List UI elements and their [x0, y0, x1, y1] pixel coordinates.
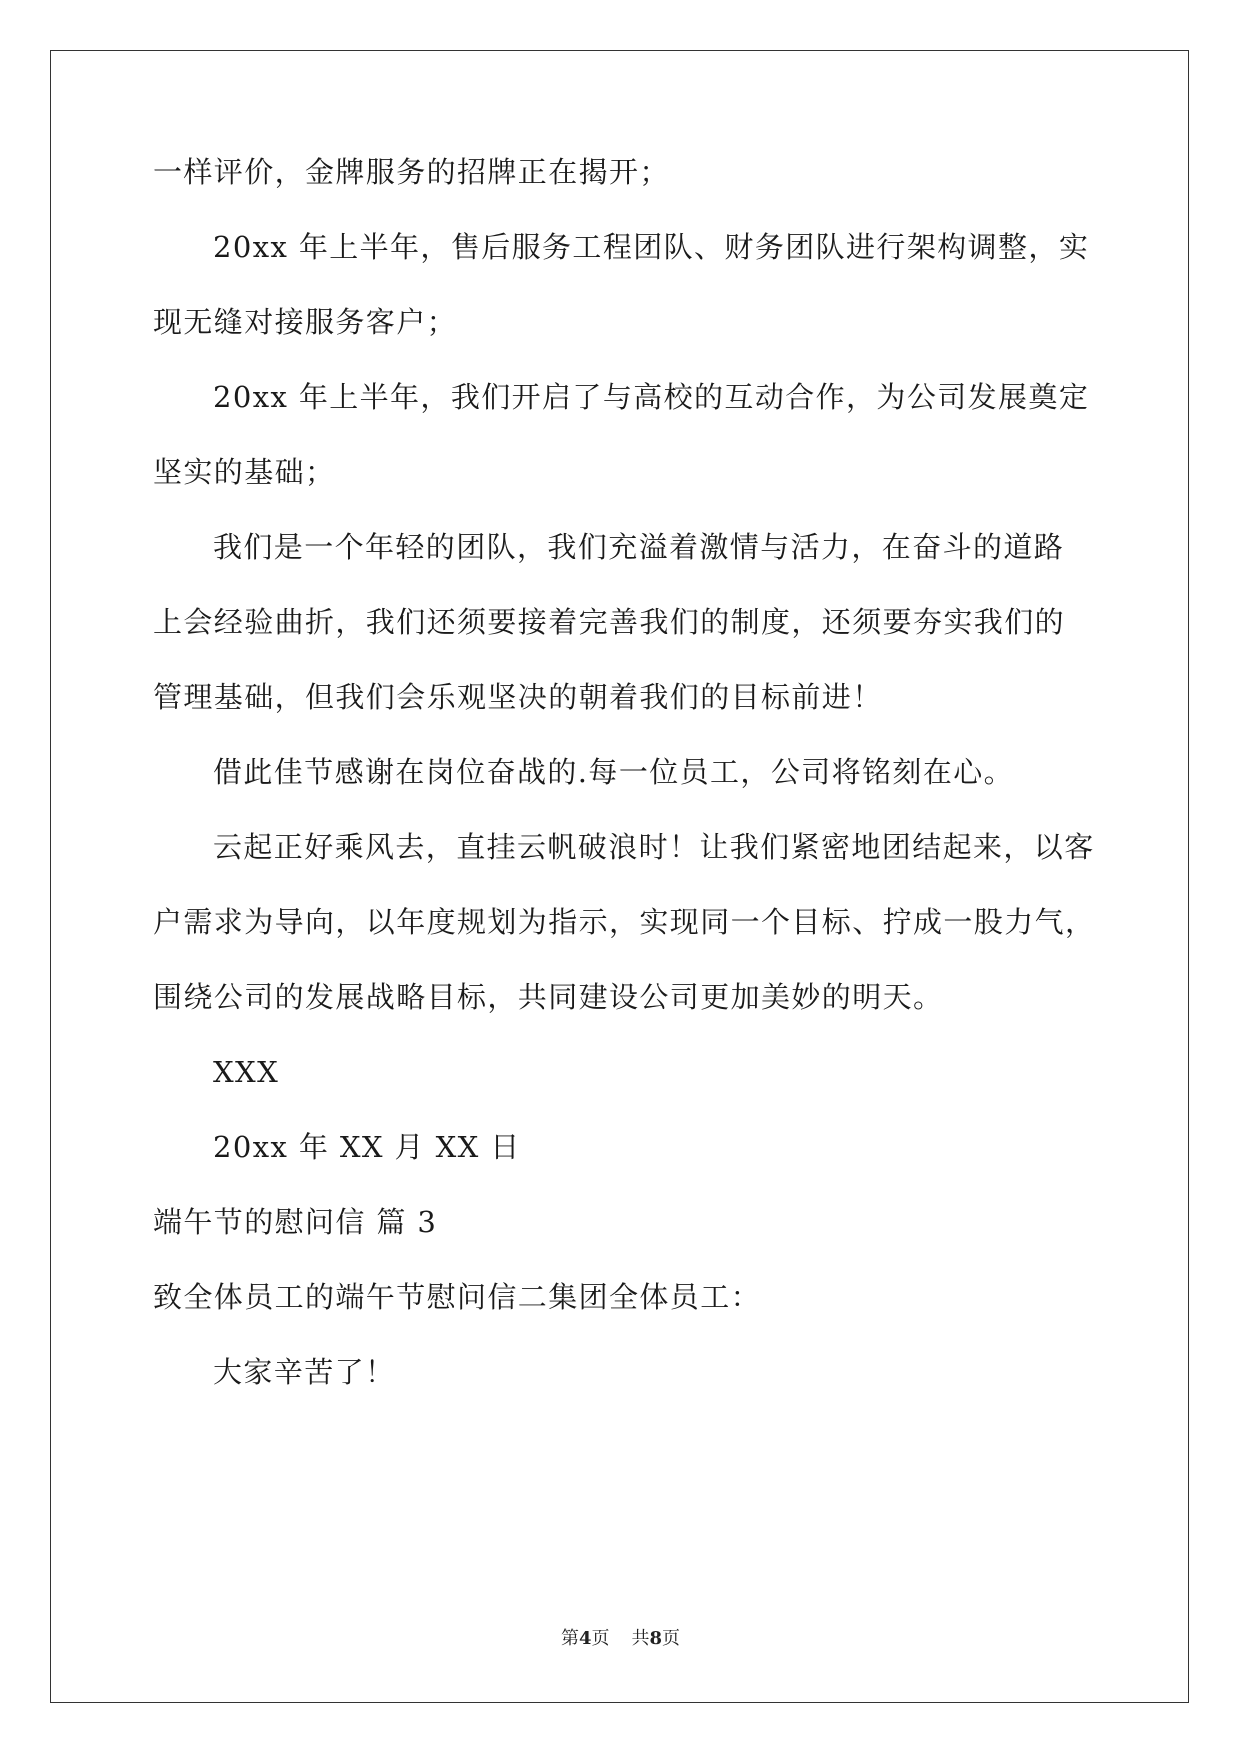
- signature-name: XXX: [213, 1055, 280, 1089]
- text-line: 20xx 年上半年，我们开启了与高校的互动合作，为公司发展奠定: [213, 380, 1090, 414]
- text-line: 管理基础，但我们会乐观坚决的朝着我们的目标前进！: [153, 680, 883, 714]
- text-line: 围绕公司的发展战略目标，共同建设公司更加美妙的明天。: [153, 980, 944, 1014]
- page-border: [50, 50, 1189, 1703]
- page-number: 4: [578, 1628, 592, 1649]
- text-line: 坚实的基础；: [153, 455, 336, 489]
- text-line: 大家辛苦了！: [213, 1355, 396, 1389]
- section-heading: 端午节的慰问信 篇 3: [153, 1205, 438, 1239]
- total-prefix: 共: [631, 1628, 650, 1649]
- text-line: 借此佳节感谢在岗位奋战的.每一位员工，公司将铭刻在心。: [213, 755, 1015, 789]
- page-suffix: 页: [591, 1628, 610, 1649]
- text-line: 我们是一个年轻的团队，我们充溢着激情与活力，在奋斗的道路: [213, 530, 1065, 564]
- text-line: 上会经验曲折，我们还须要接着完善我们的制度，还须要夯实我们的: [153, 605, 1066, 639]
- text-line: 一样评价，金牌服务的招牌正在揭开；: [153, 155, 670, 189]
- text-line: 云起正好乘风去，直挂云帆破浪时！让我们紧密地团结起来，以客: [213, 830, 1095, 864]
- text-line: 现无缝对接服务客户；: [153, 305, 458, 339]
- text-line: 20xx 年上半年，售后服务工程团队、财务团队进行架构调整，实: [213, 230, 1090, 264]
- total-suffix: 页: [662, 1628, 681, 1649]
- page-prefix: 第: [560, 1628, 579, 1649]
- signature-date: 20xx 年 XX 月 XX 日: [213, 1130, 521, 1164]
- page-footer: [0, 1628, 1241, 1650]
- text-line: 户需求为导向，以年度规划为指示，实现同一个目标、拧成一股力气，: [153, 905, 1096, 939]
- total-pages: 8: [649, 1628, 663, 1649]
- letter-salutation: 致全体员工的端午节慰问信二集团全体员工：: [153, 1280, 762, 1314]
